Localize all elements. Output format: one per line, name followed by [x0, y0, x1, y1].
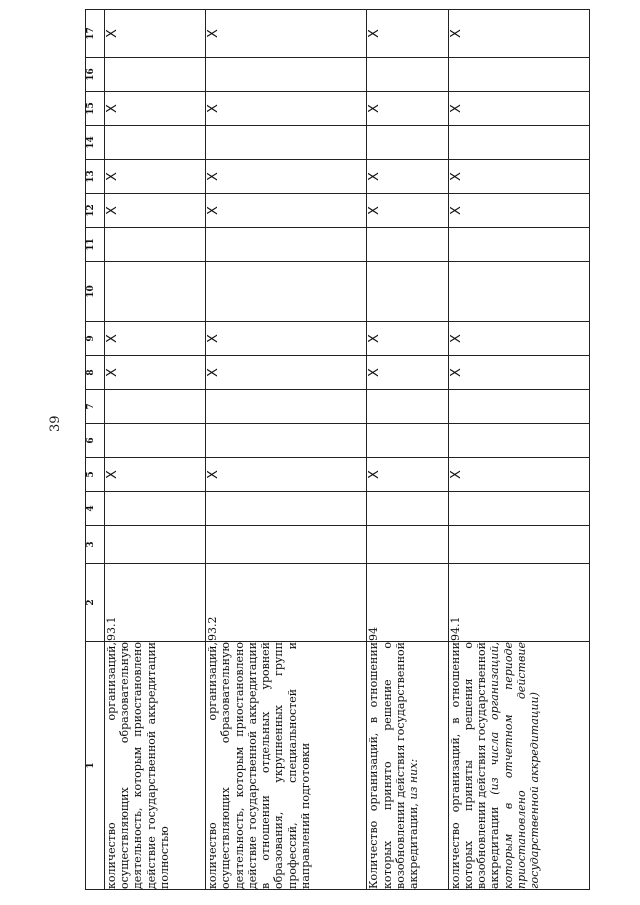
cell-mark: X [448, 92, 589, 126]
column-number: 7 [86, 390, 105, 424]
table-row [448, 10, 589, 890]
cell-mark [448, 58, 589, 92]
cell-mark: X [367, 322, 448, 356]
rotated-table-container [85, 10, 590, 890]
column-number: 11 [86, 228, 105, 262]
row-description [448, 642, 589, 890]
column-number: 1 [86, 642, 105, 890]
cell-mark: X [105, 160, 206, 194]
column-number: 6 [86, 424, 105, 458]
cell-mark: X [206, 160, 367, 194]
cell-mark [448, 424, 589, 458]
cell-mark: X [206, 194, 367, 228]
column-number: 5 [86, 458, 105, 492]
cell-mark [105, 126, 206, 160]
cell-mark [105, 262, 206, 322]
column-number: 3 [86, 526, 105, 564]
cell-mark: X [367, 160, 448, 194]
cell-mark [206, 390, 367, 424]
cell-mark: X [367, 356, 448, 390]
cell-mark: X [448, 322, 589, 356]
cell-mark [206, 526, 367, 564]
cell-mark: X [206, 92, 367, 126]
table-row [105, 10, 206, 890]
cell-mark [105, 492, 206, 526]
cell-mark: X [105, 10, 206, 58]
column-number: 14 [86, 126, 105, 160]
report-table [85, 9, 590, 890]
cell-mark [448, 262, 589, 322]
cell-mark: X [105, 322, 206, 356]
cell-mark [206, 228, 367, 262]
column-number: 12 [86, 194, 105, 228]
cell-mark: X [448, 194, 589, 228]
cell-mark [105, 390, 206, 424]
cell-mark: X [367, 10, 448, 58]
cell-mark [367, 228, 448, 262]
cell-mark: X [105, 356, 206, 390]
cell-mark: X [448, 356, 589, 390]
cell-mark [367, 526, 448, 564]
cell-mark [448, 126, 589, 160]
column-number: 13 [86, 160, 105, 194]
cell-mark [367, 424, 448, 458]
column-number: 2 [86, 564, 105, 642]
cell-mark [206, 424, 367, 458]
cell-mark [105, 228, 206, 262]
cell-mark: X [448, 160, 589, 194]
cell-mark: X [105, 458, 206, 492]
cell-mark [448, 526, 589, 564]
row-description-italic: (из числа организаций, которым в отчетном периоде приостановлено действие государственной аккредитации) [488, 641, 541, 889]
row-description-text: количество организаций, в отношении которых приняты решения о возобновлении действия государственной аккредитации [448, 642, 502, 889]
row-description: количество организаций, осуществляющих образовательную деятельность, которым приостановлено действие государственной аккредитации полностью [105, 642, 206, 890]
cell-mark: X [206, 322, 367, 356]
cell-mark [206, 262, 367, 322]
row-description: количество организаций, осуществляющих образовательную деятельность, которым приостановлено действие государственной аккредитации в отношении отдельных уровней образования, укрупненных групп профессий, специальностей и направлений подготовки [206, 642, 367, 890]
cell-mark: X [105, 92, 206, 126]
row-code: 93.1 [105, 564, 206, 642]
cell-mark: X [206, 458, 367, 492]
cell-mark [448, 492, 589, 526]
page-number: 39 [48, 415, 63, 432]
row-description-text: Количество организаций, в отношении которых принято решение о возобновлении действия государственной аккредитации, [367, 642, 421, 889]
cell-mark: X [448, 10, 589, 58]
cell-mark: X [105, 194, 206, 228]
cell-mark: X [367, 92, 448, 126]
cell-mark: X [448, 458, 589, 492]
cell-mark [206, 126, 367, 160]
table-row [367, 10, 448, 890]
column-number: 8 [86, 356, 105, 390]
column-number-row [86, 10, 105, 890]
cell-mark [448, 390, 589, 424]
cell-mark [105, 424, 206, 458]
column-number: 17 [86, 10, 105, 58]
cell-mark: X [367, 194, 448, 228]
cell-mark [448, 228, 589, 262]
cell-mark [206, 58, 367, 92]
cell-mark [367, 390, 448, 424]
column-number: 4 [86, 492, 105, 526]
cell-mark [105, 526, 206, 564]
cell-mark: X [367, 458, 448, 492]
cell-mark [367, 58, 448, 92]
row-description [367, 642, 448, 890]
cell-mark [105, 58, 206, 92]
cell-mark: X [206, 10, 367, 58]
column-number: 10 [86, 262, 105, 322]
row-code: 94.1 [448, 564, 589, 642]
column-number: 9 [86, 322, 105, 356]
column-number: 15 [86, 92, 105, 126]
row-description-italic: из них: [407, 758, 421, 800]
row-code: 93.2 [206, 564, 367, 642]
table-row [206, 10, 367, 890]
cell-mark [206, 492, 367, 526]
column-number: 16 [86, 58, 105, 92]
cell-mark [367, 262, 448, 322]
cell-mark: X [206, 356, 367, 390]
row-code: 94 [367, 564, 448, 642]
cell-mark [367, 126, 448, 160]
cell-mark [367, 492, 448, 526]
